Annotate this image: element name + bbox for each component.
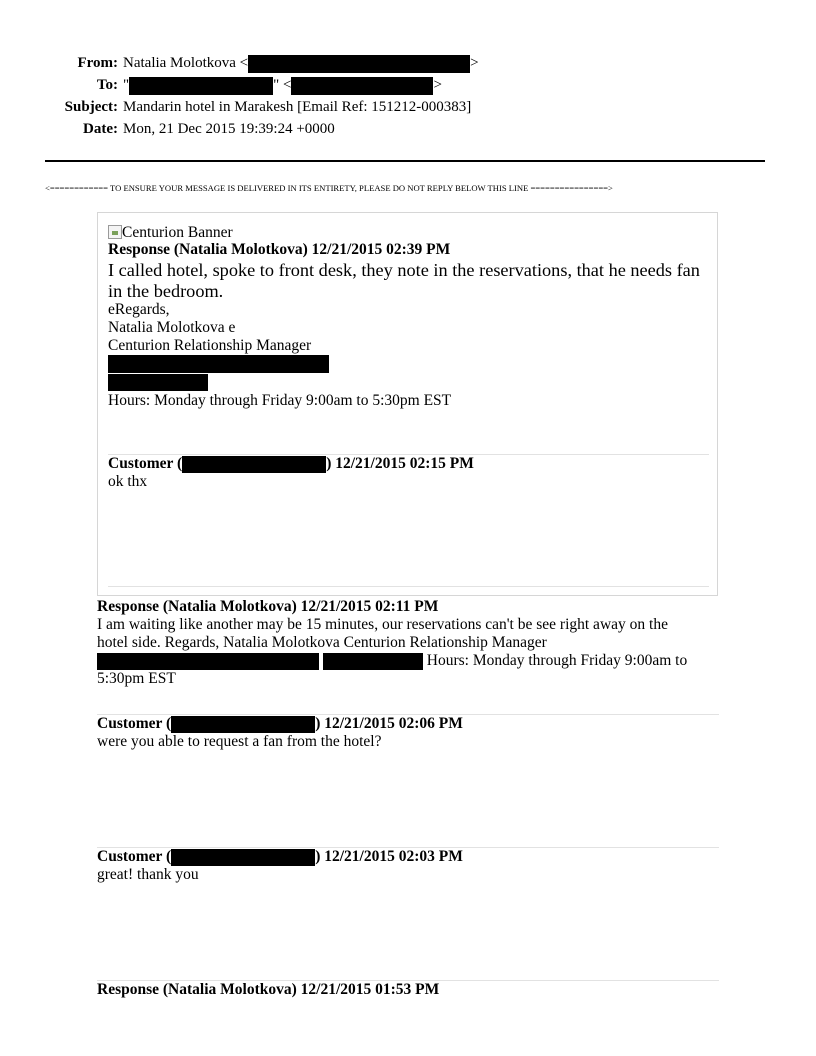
banner-image xyxy=(108,224,233,242)
customer-message: were you able to request a fan from the hotel? xyxy=(97,733,382,750)
response-message-line: I am waiting like another may be 15 minutes, our reservations can't be see right away on the xyxy=(97,616,668,633)
to-value: " " < > xyxy=(123,77,442,93)
date-value: Mon, 21 Dec 2015 19:39:24 +0000 xyxy=(123,121,335,137)
redacted-to-email xyxy=(291,77,433,95)
subject-value: Mandarin hotel in Marakesh [Email Ref: 151212-000383] xyxy=(123,99,472,115)
response-message-line: I called hotel, spoke to front desk, they note in the reservations, that he needs fan xyxy=(108,260,700,280)
broken-image-icon xyxy=(108,225,122,239)
email-header xyxy=(40,52,479,140)
from-name: Natalia Molotkova < xyxy=(123,55,249,71)
redacted-signature-line xyxy=(108,355,329,373)
response-header: Response (Natalia Molotkova) 12/21/2015 01:53 PM xyxy=(97,981,440,998)
subject-label: Subject: xyxy=(64,99,118,115)
response-header: Response (Natalia Molotkova) 12/21/2015 02:11 PM xyxy=(97,598,439,615)
to-label: To: xyxy=(96,77,118,93)
redacted-to-name xyxy=(129,77,273,95)
response-header: Response (Natalia Molotkova) 12/21/2015 02:39 PM xyxy=(108,241,451,258)
response-message-line: 5:30pm EST xyxy=(97,670,176,687)
redacted-customer-name xyxy=(182,456,326,473)
response-message-line: in the bedroom. xyxy=(108,281,224,301)
response-message-line: Hours: Monday through Friday 9:00am to xyxy=(97,652,687,670)
reply-notice: <============ TO ENSURE YOUR MESSAGE IS DELIVERED IN ITS ENTIRETY, PLEASE DO NOT REPLY BELOW THIS LINE ================> xyxy=(45,183,613,193)
redacted-signature-line xyxy=(108,374,208,391)
signature-title: Centurion Relationship Manager xyxy=(108,337,312,354)
header-divider xyxy=(45,160,765,162)
from-label: From: xyxy=(77,55,118,71)
response-message-line: hotel side. Regards, Natalia Molotkova Centurion Relationship Manager xyxy=(97,634,547,651)
customer-header: Customer ( ) 12/21/2015 02:06 PM xyxy=(97,715,463,732)
banner-alt-text: Centurion Banner xyxy=(122,224,233,241)
redacted-customer-name xyxy=(171,716,315,733)
signature-hours: Hours: Monday through Friday 9:00am to 5:30pm EST xyxy=(108,392,452,409)
signature-name: Natalia Molotkova e xyxy=(108,319,236,336)
customer-header: Customer ( ) 12/21/2015 02:15 PM xyxy=(108,455,474,472)
customer-message: ok thx xyxy=(108,473,148,490)
customer-header: Customer ( ) 12/21/2015 02:03 PM xyxy=(97,848,463,865)
latest-messages-box xyxy=(97,212,718,596)
redacted-from-email xyxy=(248,55,470,73)
message-separator xyxy=(108,586,709,587)
from-value: Natalia Molotkova < > xyxy=(123,55,479,71)
customer-message: great! thank you xyxy=(97,866,199,883)
redacted-signature-line xyxy=(97,653,319,670)
signature-regards: eRegards, xyxy=(108,301,170,318)
redacted-customer-name xyxy=(171,849,315,866)
date-label: Date: xyxy=(83,121,118,137)
redacted-signature-line xyxy=(323,653,423,670)
